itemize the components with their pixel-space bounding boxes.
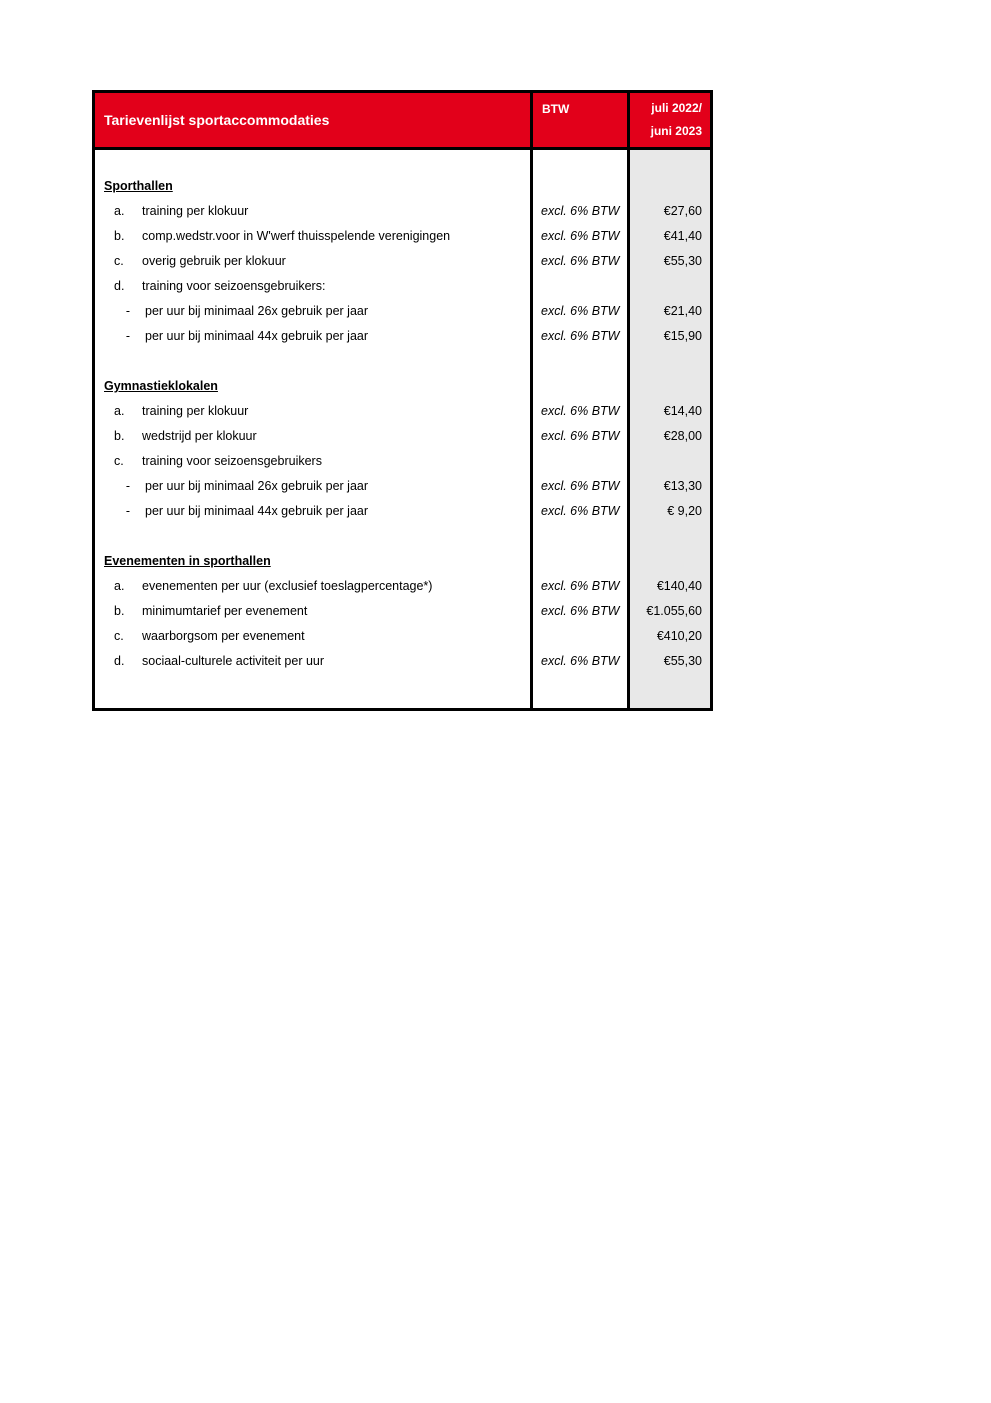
item-label: training voor seizoensgebruikers:: [142, 279, 326, 293]
cell-price: [629, 374, 712, 399]
cell-btw: [532, 374, 629, 399]
cell-price: [629, 149, 712, 174]
cell-btw: [532, 349, 629, 374]
cell-btw: [532, 549, 629, 574]
cell-description: [94, 674, 532, 710]
table-row: [94, 224, 712, 249]
period-line-1: juli 2022/: [651, 101, 702, 116]
table-row: [94, 274, 712, 299]
cell-description: [94, 449, 532, 474]
item-key: -: [125, 329, 131, 343]
cell-price: €13,30: [629, 474, 712, 499]
cell-price: €140,40: [629, 574, 712, 599]
cell-description: [94, 524, 532, 549]
item-key: b.: [114, 429, 125, 443]
item-key: -: [125, 504, 131, 518]
cell-description: [94, 574, 532, 599]
item-label: per uur bij minimaal 26x gebruik per jaar: [145, 479, 369, 493]
cell-btw: excl. 6% BTW: [532, 324, 629, 349]
table-row: [94, 574, 712, 599]
cell-description: [94, 299, 532, 324]
cell-btw: [532, 449, 629, 474]
cell-btw: [532, 274, 629, 299]
cell-btw: excl. 6% BTW: [532, 249, 629, 274]
spacer-row: [94, 149, 712, 174]
cell-btw: excl. 6% BTW: [532, 199, 629, 224]
item-key: c.: [114, 254, 124, 268]
item-label: per uur bij minimaal 44x gebruik per jaar: [145, 504, 369, 518]
column-header-btw: BTW: [532, 92, 629, 149]
cell-description: [94, 349, 532, 374]
cell-price: €15,90: [629, 324, 712, 349]
cell-description: [94, 599, 532, 624]
table-row: [94, 399, 712, 424]
table-row: [94, 424, 712, 449]
cell-btw: excl. 6% BTW: [532, 649, 629, 674]
cell-btw: excl. 6% BTW: [532, 474, 629, 499]
column-header-period: [629, 92, 712, 149]
cell-btw: excl. 6% BTW: [532, 599, 629, 624]
item-key: -: [125, 479, 131, 493]
section-heading-row: [94, 549, 712, 574]
section-heading: Evenementen in sporthallen: [104, 554, 271, 568]
spacer-row: [94, 349, 712, 374]
cell-price: [629, 274, 712, 299]
table-row: [94, 249, 712, 274]
table-row: [94, 324, 712, 349]
cell-description: [94, 174, 532, 199]
item-label: evenementen per uur (exclusief toeslagpercentage*): [142, 579, 433, 593]
cell-price: €41,40: [629, 224, 712, 249]
tarievenlijst-table: [92, 90, 713, 711]
cell-price: € 9,20: [629, 499, 712, 524]
cell-price: €410,20: [629, 624, 712, 649]
item-key: c.: [114, 629, 124, 643]
item-key: d.: [114, 654, 125, 668]
item-key: b.: [114, 229, 125, 243]
item-label: minimumtarief per evenement: [142, 604, 308, 618]
cell-btw: excl. 6% BTW: [532, 224, 629, 249]
cell-price: €1.055,60: [629, 599, 712, 624]
section-heading: Sporthallen: [104, 179, 173, 193]
cell-btw: [532, 624, 629, 649]
cell-btw: excl. 6% BTW: [532, 299, 629, 324]
cell-price: [629, 674, 712, 710]
item-key: c.: [114, 454, 124, 468]
table-header: [94, 92, 712, 149]
cell-description: [94, 499, 532, 524]
cell-price: [629, 349, 712, 374]
cell-btw: [532, 524, 629, 549]
item-label: per uur bij minimaal 44x gebruik per jaar: [145, 329, 369, 343]
item-key: -: [125, 304, 131, 318]
item-key: a.: [114, 579, 125, 593]
cell-description: [94, 474, 532, 499]
cell-price: [629, 524, 712, 549]
cell-price: [629, 449, 712, 474]
item-key: a.: [114, 404, 125, 418]
period-line-2: juni 2023: [650, 124, 702, 138]
table-row: [94, 449, 712, 474]
item-key: b.: [114, 604, 125, 618]
table-row: [94, 499, 712, 524]
cell-description: [94, 424, 532, 449]
cell-description: [94, 374, 532, 399]
item-label: wedstrijd per klokuur: [142, 429, 257, 443]
cell-description: [94, 399, 532, 424]
cell-price: €21,40: [629, 299, 712, 324]
cell-description: [94, 649, 532, 674]
cell-btw: excl. 6% BTW: [532, 399, 629, 424]
header-row: [94, 92, 712, 149]
section-heading-row: [94, 174, 712, 199]
table-body: [94, 149, 712, 710]
cell-btw: [532, 674, 629, 710]
cell-description: [94, 624, 532, 649]
item-label: overig gebruik per klokuur: [142, 254, 286, 268]
table-row: [94, 624, 712, 649]
cell-price: €28,00: [629, 424, 712, 449]
cell-price: [629, 549, 712, 574]
item-label: training per klokuur: [142, 204, 249, 218]
spacer-row: [94, 524, 712, 549]
cell-price: €27,60: [629, 199, 712, 224]
table-title: Tarievenlijst sportaccommodaties: [94, 92, 532, 149]
cell-description: [94, 249, 532, 274]
cell-btw: [532, 174, 629, 199]
table-row: [94, 474, 712, 499]
cell-price: [629, 174, 712, 199]
cell-description: [94, 549, 532, 574]
cell-price: €55,30: [629, 249, 712, 274]
section-heading: Gymnastieklokalen: [104, 379, 218, 393]
item-label: waarborgsom per evenement: [142, 629, 305, 643]
cell-btw: excl. 6% BTW: [532, 574, 629, 599]
cell-description: [94, 149, 532, 174]
cell-description: [94, 224, 532, 249]
item-label: training voor seizoensgebruikers: [142, 454, 322, 468]
cell-description: [94, 199, 532, 224]
item-label: training per klokuur: [142, 404, 249, 418]
cell-btw: [532, 149, 629, 174]
cell-description: [94, 324, 532, 349]
cell-price: €55,30: [629, 649, 712, 674]
item-label: comp.wedstr.voor in W'werf thuisspelende verenigingen: [142, 229, 451, 243]
item-label: per uur bij minimaal 26x gebruik per jaar: [145, 304, 369, 318]
table-row: [94, 299, 712, 324]
table-row: [94, 599, 712, 624]
cell-description: [94, 274, 532, 299]
table-row: [94, 649, 712, 674]
cell-price: €14,40: [629, 399, 712, 424]
item-key: a.: [114, 204, 125, 218]
item-key: d.: [114, 279, 125, 293]
trailing-spacer-row: [94, 674, 712, 710]
table-row: [94, 199, 712, 224]
item-label: sociaal-culturele activiteit per uur: [142, 654, 325, 668]
cell-btw: excl. 6% BTW: [532, 499, 629, 524]
section-heading-row: [94, 374, 712, 399]
cell-btw: excl. 6% BTW: [532, 424, 629, 449]
